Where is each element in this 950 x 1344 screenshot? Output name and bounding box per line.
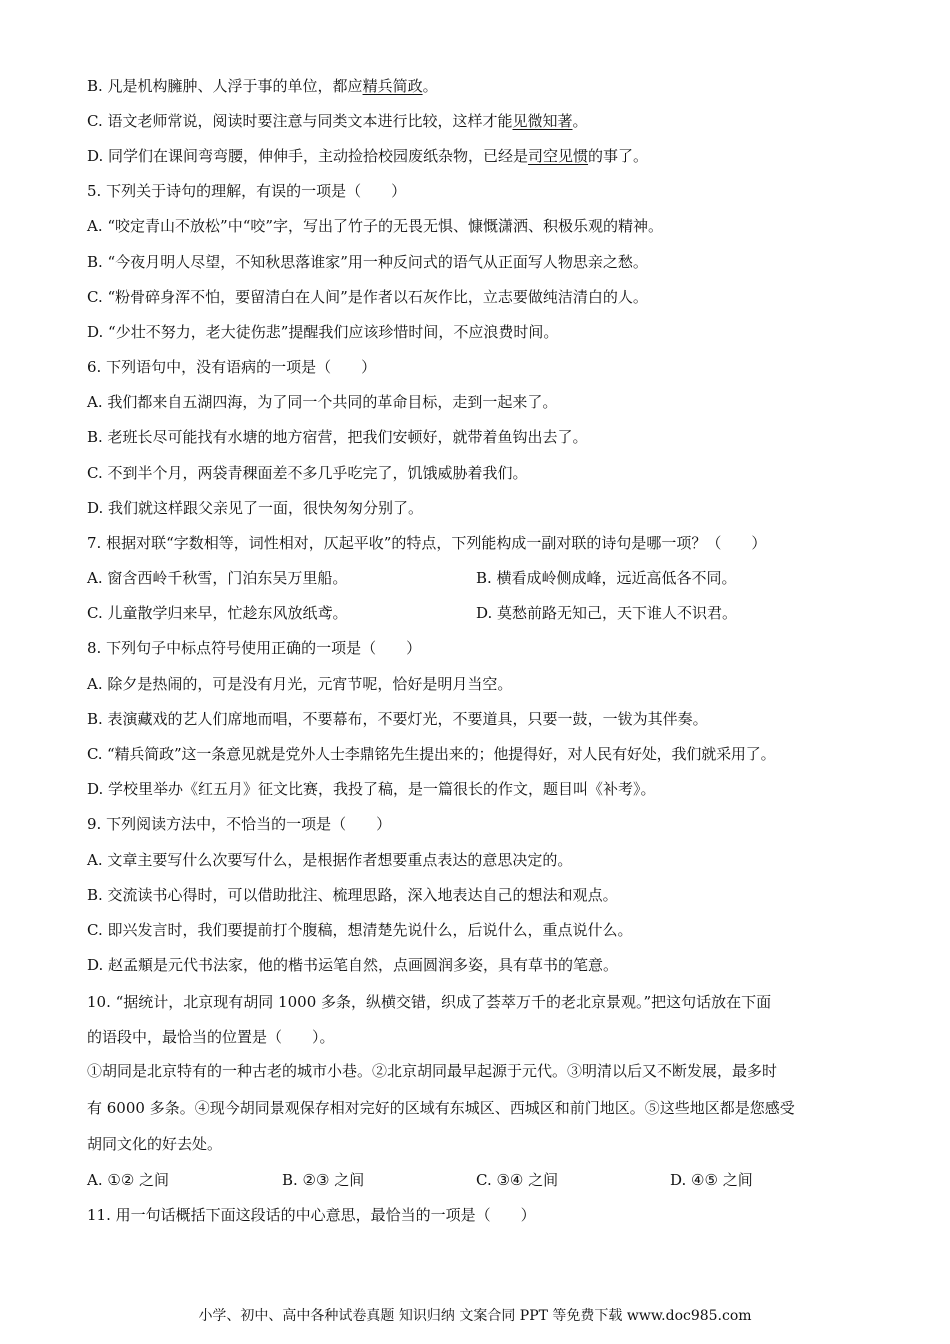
q8-option-b: B. 表演藏戏的艺人们席地而唱，不要幕布，不要灯光，不要道具，只要一鼓，一钹为其伴奏。 — [87, 710, 708, 728]
q7-stem: 7. 根据对联“字数相等，词性相对，仄起平收”的特点，下列能构成一副对联的诗句是哪一项？（ ） — [87, 534, 767, 552]
q6-stem: 6. 下列语句中，没有语病的一项是（ ） — [87, 358, 377, 376]
q8-option-c: C. “精兵简政”这一条意见就是党外人士李鼎铭先生提出来的；他提得好，对人民有好处，我们就采用了。 — [87, 745, 776, 763]
q4-option-d-post: 的事了。 — [588, 147, 649, 165]
q8-option-a: A. 除夕是热闹的，可是没有月光，元宵节呢，恰好是明月当空。 — [87, 675, 513, 693]
q10-passage-line2: 有 6000 多条。④现今胡同景观保存相对完好的区域有东城区、西城区和前门地区。⑤这些地区都是您感受 — [87, 1099, 795, 1117]
q7-option-c: C. 儿童散学归来早，忙趁东风放纸鸢。 — [87, 604, 348, 622]
q4-option-b-pre: B. 凡是机构臃肿、人浮于事的单位，都应 — [87, 77, 363, 95]
q10-option-d: D. ④⑤ 之间 — [670, 1171, 753, 1189]
q9-option-d: D. 赵孟頫是元代书法家，他的楷书运笔自然，点画圆润多姿，具有草书的笔意。 — [87, 956, 619, 974]
q10-option-c: C. ③④ 之间 — [476, 1171, 559, 1189]
q6-option-c: C. 不到半个月，两袋青稞面差不多几乎吃完了，饥饿威胁着我们。 — [87, 464, 528, 482]
q10-stem-line1: 10. “据统计，北京现有胡同 1000 多条，纵横交错，织成了荟萃万千的老北京景观。”把这句话放在下面 — [87, 993, 772, 1011]
q4-option-c — [87, 110, 588, 132]
q4-option-c-pre: C. 语文老师常说，阅读时要注意与同类文本进行比较，这样才能 — [87, 112, 513, 130]
q4-option-c-post: 。 — [572, 112, 588, 130]
q10-stem-line2: 的语段中，最恰当的位置是（ ）。 — [87, 1028, 335, 1046]
q4-option-b-term: 精兵简政 — [362, 77, 423, 95]
q6-option-a: A. 我们都来自五湖四海，为了同一个共同的革命目标，走到一起来了。 — [87, 393, 558, 411]
q9-option-a: A. 文章主要写什么次要写什么，是根据作者想要重点表达的意思决定的。 — [87, 851, 573, 869]
q4-option-b-post: 。 — [422, 77, 438, 95]
page-footer: 小学、初中、高中各种试卷真题 知识归纳 文案合同 PPT 等免费下载 www.doc985.com — [198, 1308, 752, 1324]
q10-option-b: B. ②③ 之间 — [282, 1171, 365, 1189]
q9-option-c: C. 即兴发言时，我们要提前打个腹稿，想清楚先说什么，后说什么，重点说什么。 — [87, 921, 633, 939]
q5-stem: 5. 下列关于诗句的理解，有误的一项是（ ） — [87, 182, 407, 200]
q7-option-b: B. 横看成岭侧成峰，远近高低各不同。 — [476, 569, 737, 587]
q10-passage-line1: ①胡同是北京特有的一种古老的城市小巷。②北京胡同最早起源于元代。③明清以后又不断发展，最多时 — [87, 1062, 778, 1080]
q9-option-b: B. 交流读书心得时，可以借助批注、梳理思路，深入地表达自己的想法和观点。 — [87, 886, 618, 904]
q4-option-c-term: 见微知著 — [512, 112, 573, 130]
q6-option-b: B. 老班长尽可能找有水塘的地方宿营，把我们安顿好，就带着鱼钩出去了。 — [87, 428, 588, 446]
q6-option-d: D. 我们就这样跟父亲见了一面，很快匆匆分别了。 — [87, 499, 424, 517]
q4-option-d-term: 司空见惯 — [528, 147, 589, 165]
q8-option-d: D. 学校里举办《红五月》征文比赛，我投了稿，是一篇很长的作文，题目叫《补考》。 — [87, 780, 656, 798]
q7-option-d: D. 莫愁前路无知己，天下谁人不识君。 — [476, 604, 738, 622]
q4-option-d — [87, 145, 648, 167]
q4-option-b — [87, 75, 438, 97]
q7-option-a: A. 窗含西岭千秋雪，门泊东吴万里船。 — [87, 569, 348, 587]
q5-option-b: B. “今夜月明人尽望，不知秋思落谁家”用一种反问式的语气从正面写人物思亲之愁。 — [87, 253, 648, 271]
q11-stem: 11. 用一句话概括下面这段话的中心意思，最恰当的一项是（ ） — [87, 1206, 536, 1224]
q10-passage-line3: 胡同文化的好去处。 — [87, 1135, 223, 1153]
q5-option-a: A. “咬定青山不放松”中“咬”字，写出了竹子的无畏无惧、慷慨潇洒、积极乐观的精神。 — [87, 217, 664, 235]
q5-option-d: D. “少壮不努力，老大徒伤悲”提醒我们应该珍惜时间，不应浪费时间。 — [87, 323, 559, 341]
q5-option-c: C. “粉骨碎身浑不怕，要留清白在人间”是作者以石灰作比，立志要做纯洁清白的人。 — [87, 288, 648, 306]
q4-option-d-pre: D. 同学们在课间弯弯腰，伸伸手，主动捡拾校园废纸杂物，已经是 — [87, 147, 529, 165]
q8-stem: 8. 下列句子中标点符号使用正确的一项是（ ） — [87, 639, 422, 657]
q9-stem: 9. 下列阅读方法中，不恰当的一项是（ ） — [87, 815, 392, 833]
q10-option-a: A. ①② 之间 — [87, 1171, 170, 1189]
